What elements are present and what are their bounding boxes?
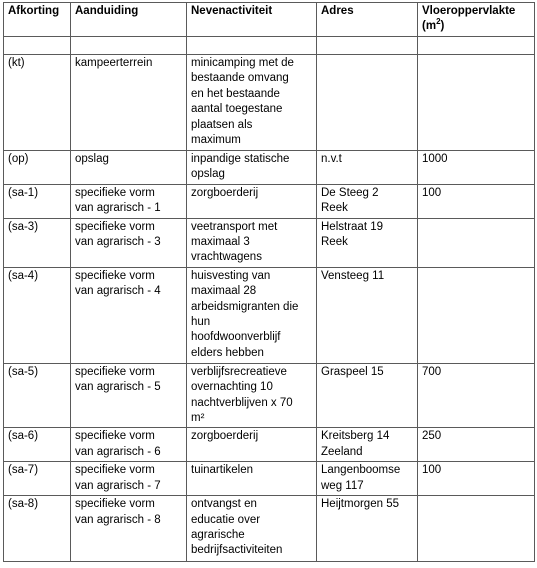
cell-aanduiding	[71, 462, 187, 496]
table-row	[4, 151, 535, 185]
cell-text: inpandige statische	[191, 153, 290, 165]
cell-text: (op)	[8, 153, 29, 165]
cell-afkorting	[4, 55, 71, 151]
cell-text: specifieke vorm	[75, 186, 155, 199]
cell-text: tuinartikelen	[191, 464, 254, 477]
header-text: Adres	[321, 5, 354, 17]
cell-nevenactiviteit	[187, 462, 317, 496]
header-text: Nevenactiviteit	[191, 5, 273, 17]
cell-afkorting	[4, 151, 71, 185]
cell-text: 700	[422, 365, 442, 378]
cell-nevenactiviteit	[187, 37, 317, 55]
cell-text: vrachtwagens	[191, 251, 262, 264]
cell-text: Heijtmorgen 55	[321, 498, 399, 511]
cell-text: specifieke vorm	[75, 365, 155, 378]
cell-text: minicamping met de	[191, 57, 294, 69]
cell-nevenactiviteit	[187, 151, 317, 185]
cell-adres	[317, 151, 418, 185]
cell-text: zorgboerderij	[191, 430, 259, 443]
cell-aanduiding	[71, 496, 187, 562]
table-row	[4, 428, 535, 462]
cell-text: verblijfsrecreatieve	[191, 365, 287, 378]
cell-vloeroppervlakte	[418, 363, 535, 428]
cell-adres	[317, 462, 418, 496]
cell-text: Reek	[321, 236, 348, 249]
cell-vloeroppervlakte	[418, 462, 535, 496]
cell-afkorting	[4, 428, 71, 462]
cell-text: opslag	[75, 153, 109, 165]
cell-vloeroppervlakte	[418, 428, 535, 462]
table-row	[4, 184, 535, 218]
cell-text: (kt)	[8, 57, 25, 69]
cell-text: van agrarisch - 5	[75, 381, 161, 394]
cell-text: van agrarisch - 6	[75, 445, 161, 458]
cell-text: Langenboomse	[321, 464, 401, 477]
cell-text: maximaal 3	[191, 236, 250, 249]
cell-text: m²	[191, 412, 205, 425]
cell-nevenactiviteit	[187, 267, 317, 363]
cell-adres	[317, 218, 418, 267]
header-text: Aanduiding	[75, 5, 139, 17]
table-row	[4, 267, 535, 363]
cell-adres	[317, 363, 418, 428]
cell-text: (sa-4)	[8, 269, 39, 282]
cell-text: Graspeel 15	[321, 365, 384, 378]
cell-text: maximum	[191, 134, 241, 147]
cell-aanduiding	[71, 184, 187, 218]
cell-nevenactiviteit	[187, 55, 317, 151]
cell-text: van agrarisch - 8	[75, 513, 161, 526]
cell-text: specifieke vorm	[75, 269, 155, 282]
cell-afkorting	[4, 363, 71, 428]
cell-text: specifieke vorm	[75, 464, 155, 477]
cell-text: (sa-8)	[8, 498, 39, 511]
cell-afkorting	[4, 37, 71, 55]
cell-afkorting	[4, 267, 71, 363]
header-cell-nevenactiviteit	[187, 3, 317, 37]
cell-text: nachtverblijven x 70	[191, 396, 293, 409]
header-cell-adres	[317, 3, 418, 37]
cell-aanduiding	[71, 151, 187, 185]
cell-text: 250	[422, 430, 442, 443]
cell-text: 100	[422, 464, 442, 477]
cell-text: (sa-5)	[8, 365, 39, 378]
cell-text: van agrarisch - 3	[75, 236, 161, 249]
cell-text: ontvangst en	[191, 498, 257, 511]
cell-text: 1000	[422, 153, 448, 165]
header-text: Vloeroppervlakte	[422, 5, 516, 17]
cell-aanduiding	[71, 428, 187, 462]
cell-text: en het bestaande	[191, 87, 280, 100]
cell-text: kampeerterrein	[75, 57, 153, 69]
header-cell-aanduiding	[71, 3, 187, 37]
cell-text: specifieke vorm	[75, 220, 155, 233]
cell-nevenactiviteit	[187, 363, 317, 428]
cell-aanduiding	[71, 218, 187, 267]
cell-adres	[317, 37, 418, 55]
table-row	[4, 363, 535, 428]
cell-text: overnachting 10	[191, 381, 273, 394]
cell-text: n.v.t	[321, 153, 342, 165]
cell-text: opslag	[191, 168, 225, 181]
activities-table	[3, 2, 535, 562]
cell-adres	[317, 267, 418, 363]
header-cell-afkorting	[4, 3, 71, 37]
cell-text: specifieke vorm	[75, 430, 155, 443]
cell-text: maximaal 28	[191, 285, 257, 298]
cell-nevenactiviteit	[187, 428, 317, 462]
table-row	[4, 37, 535, 55]
cell-text: weg 117	[321, 479, 364, 492]
table-row	[4, 462, 535, 496]
cell-text: veetransport met	[191, 220, 278, 233]
cell-adres	[317, 428, 418, 462]
cell-adres	[317, 55, 418, 151]
cell-aanduiding	[71, 363, 187, 428]
cell-text: bestaande omvang	[191, 72, 289, 85]
cell-vloeroppervlakte	[418, 218, 535, 267]
table-row	[4, 218, 535, 267]
cell-nevenactiviteit	[187, 184, 317, 218]
cell-text: zorgboerderij	[191, 186, 259, 199]
cell-text: agrarische	[191, 528, 245, 541]
header-text: Afkorting	[8, 5, 60, 17]
header-unit: $(m^2)$	[422, 17, 445, 33]
cell-text: Vensteeg 11	[321, 269, 385, 282]
cell-text: (sa-7)	[8, 464, 39, 477]
cell-vloeroppervlakte	[418, 184, 535, 218]
cell-aanduiding	[71, 267, 187, 363]
cell-adres	[317, 184, 418, 218]
cell-adres	[317, 496, 418, 562]
cell-text: (sa-3)	[8, 220, 39, 233]
cell-text: hoofdwoonverblijf	[191, 331, 281, 344]
cell-vloeroppervlakte	[418, 37, 535, 55]
cell-text: educatie over	[191, 513, 261, 526]
cell-afkorting	[4, 496, 71, 562]
cell-vloeroppervlakte	[418, 151, 535, 185]
cell-vloeroppervlakte	[418, 267, 535, 363]
cell-afkorting	[4, 184, 71, 218]
cell-afkorting	[4, 218, 71, 267]
cell-text: De Steeg 2	[321, 186, 379, 199]
cell-afkorting	[4, 462, 71, 496]
cell-text: Zeeland	[321, 445, 363, 458]
cell-text: Kreitsberg 14	[321, 430, 390, 443]
cell-text: Helstraat 19	[321, 220, 384, 233]
cell-text: 100	[422, 186, 442, 199]
cell-vloeroppervlakte	[418, 496, 535, 562]
cell-text: huisvesting van	[191, 269, 271, 282]
cell-text: van agrarisch - 7	[75, 479, 161, 492]
cell-nevenactiviteit	[187, 218, 317, 267]
cell-text: specifieke vorm	[75, 498, 155, 511]
table-row	[4, 496, 535, 562]
cell-text: bedrijfsactiviteiten	[191, 544, 283, 557]
cell-text: hun	[191, 316, 211, 329]
cell-text: van agrarisch - 4	[75, 285, 161, 298]
cell-text: arbeidsmigranten die	[191, 300, 299, 313]
cell-aanduiding	[71, 55, 187, 151]
cell-text: Reek	[321, 202, 348, 215]
cell-vloeroppervlakte	[418, 55, 535, 151]
cell-text: (sa-6)	[8, 430, 39, 443]
cell-text: plaatsen als	[191, 118, 253, 131]
cell-text: van agrarisch - 1	[75, 202, 161, 215]
table-header-row	[4, 3, 535, 37]
cell-aanduiding	[71, 37, 187, 55]
cell-text: aantal toegestane	[191, 103, 283, 116]
header-cell-vloeroppervlakte	[418, 3, 535, 37]
cell-nevenactiviteit	[187, 496, 317, 562]
cell-text: elders hebben	[191, 346, 264, 359]
cell-text: (sa-1)	[8, 186, 39, 199]
table-row	[4, 55, 535, 151]
